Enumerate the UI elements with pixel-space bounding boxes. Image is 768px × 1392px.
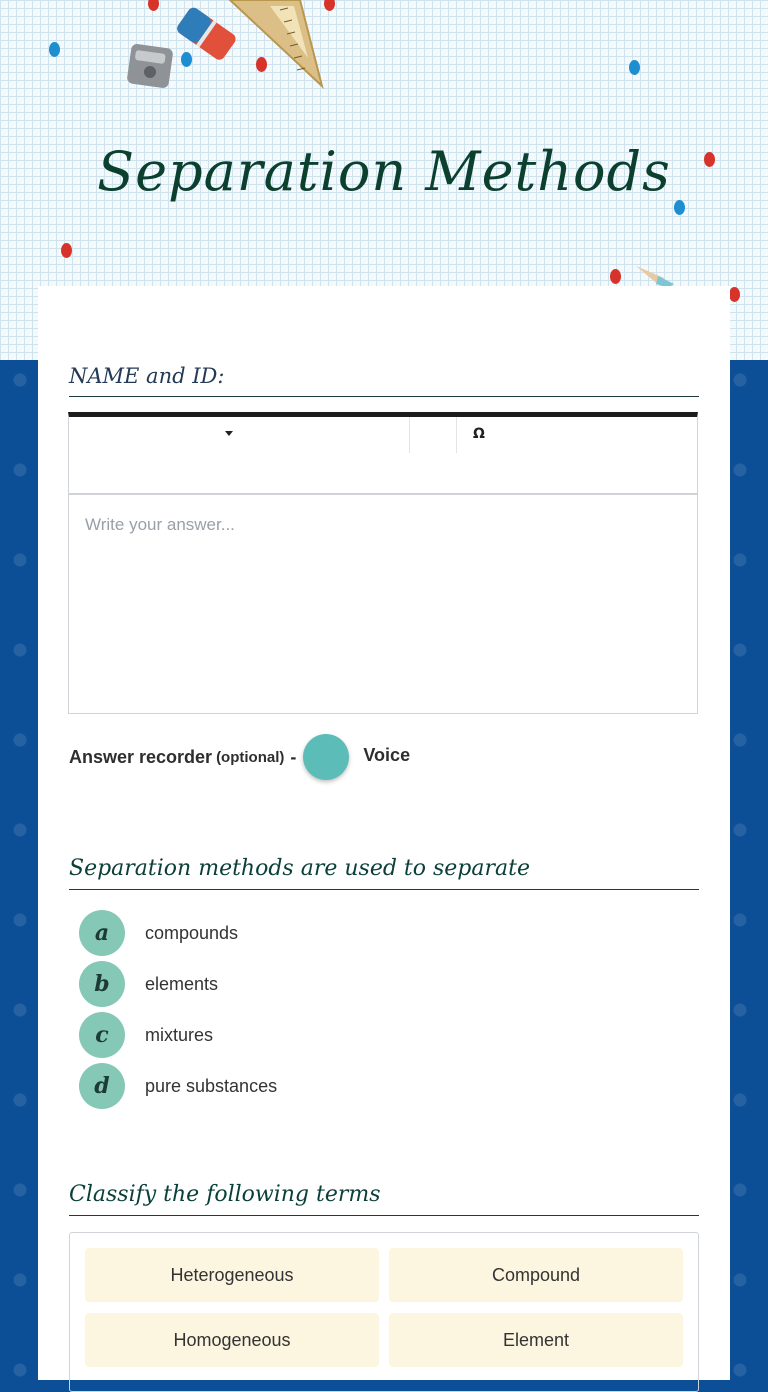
decor-dot [629, 60, 640, 75]
option-text: compounds [145, 922, 239, 943]
option-text: elements [145, 973, 219, 994]
option-a[interactable] [79, 910, 238, 956]
page-title: Separation Methods [97, 140, 671, 203]
option-d[interactable] [79, 1063, 277, 1109]
answer-recorder [69, 734, 410, 780]
decor-dot [49, 42, 60, 57]
recorder-separator: - [290, 746, 297, 767]
classify-terms-box [69, 1232, 699, 1392]
option-letter-badge: b [79, 961, 125, 1007]
question-label-name-id: NAME and ID: [69, 364, 699, 397]
option-letter-badge: d [79, 1063, 125, 1109]
voice-label: Voice [363, 744, 411, 765]
ruler-icon [210, 0, 330, 90]
question-label-separation: Separation methods are used to separate [69, 856, 699, 890]
decor-dot [610, 269, 621, 284]
term-chip-heterogeneous[interactable]: Heterogeneous [85, 1248, 379, 1302]
term-chip-element[interactable]: Element [389, 1313, 683, 1367]
pencil-icon [634, 264, 674, 288]
worksheet-card [38, 286, 730, 1380]
special-character-button[interactable]: Ω [473, 426, 485, 442]
option-letter-badge: a [79, 910, 125, 956]
toolbar-button[interactable] [410, 417, 457, 453]
decor-dot [729, 287, 740, 302]
caret-down-icon [225, 431, 233, 436]
option-letter-badge: c [79, 1012, 125, 1058]
rich-text-editor[interactable] [68, 412, 698, 714]
question-label-classify: Classify the following terms [69, 1182, 699, 1216]
format-dropdown[interactable] [69, 417, 410, 453]
recorder-label: Answer recorder [69, 746, 213, 767]
term-chip-compound[interactable]: Compound [389, 1248, 683, 1302]
option-text: mixtures [145, 1024, 214, 1045]
record-button[interactable] [303, 734, 349, 780]
option-c[interactable] [79, 1012, 213, 1058]
editor-toolbar [69, 417, 697, 495]
option-text: pure substances [145, 1075, 278, 1096]
recorder-optional-label: (optional) [216, 748, 285, 766]
option-b[interactable] [79, 961, 218, 1007]
term-chip-homogeneous[interactable]: Homogeneous [85, 1313, 379, 1367]
answer-textarea-placeholder[interactable]: Write your answer... [85, 515, 235, 534]
decor-dot [148, 0, 159, 11]
decor-dot [61, 243, 72, 258]
